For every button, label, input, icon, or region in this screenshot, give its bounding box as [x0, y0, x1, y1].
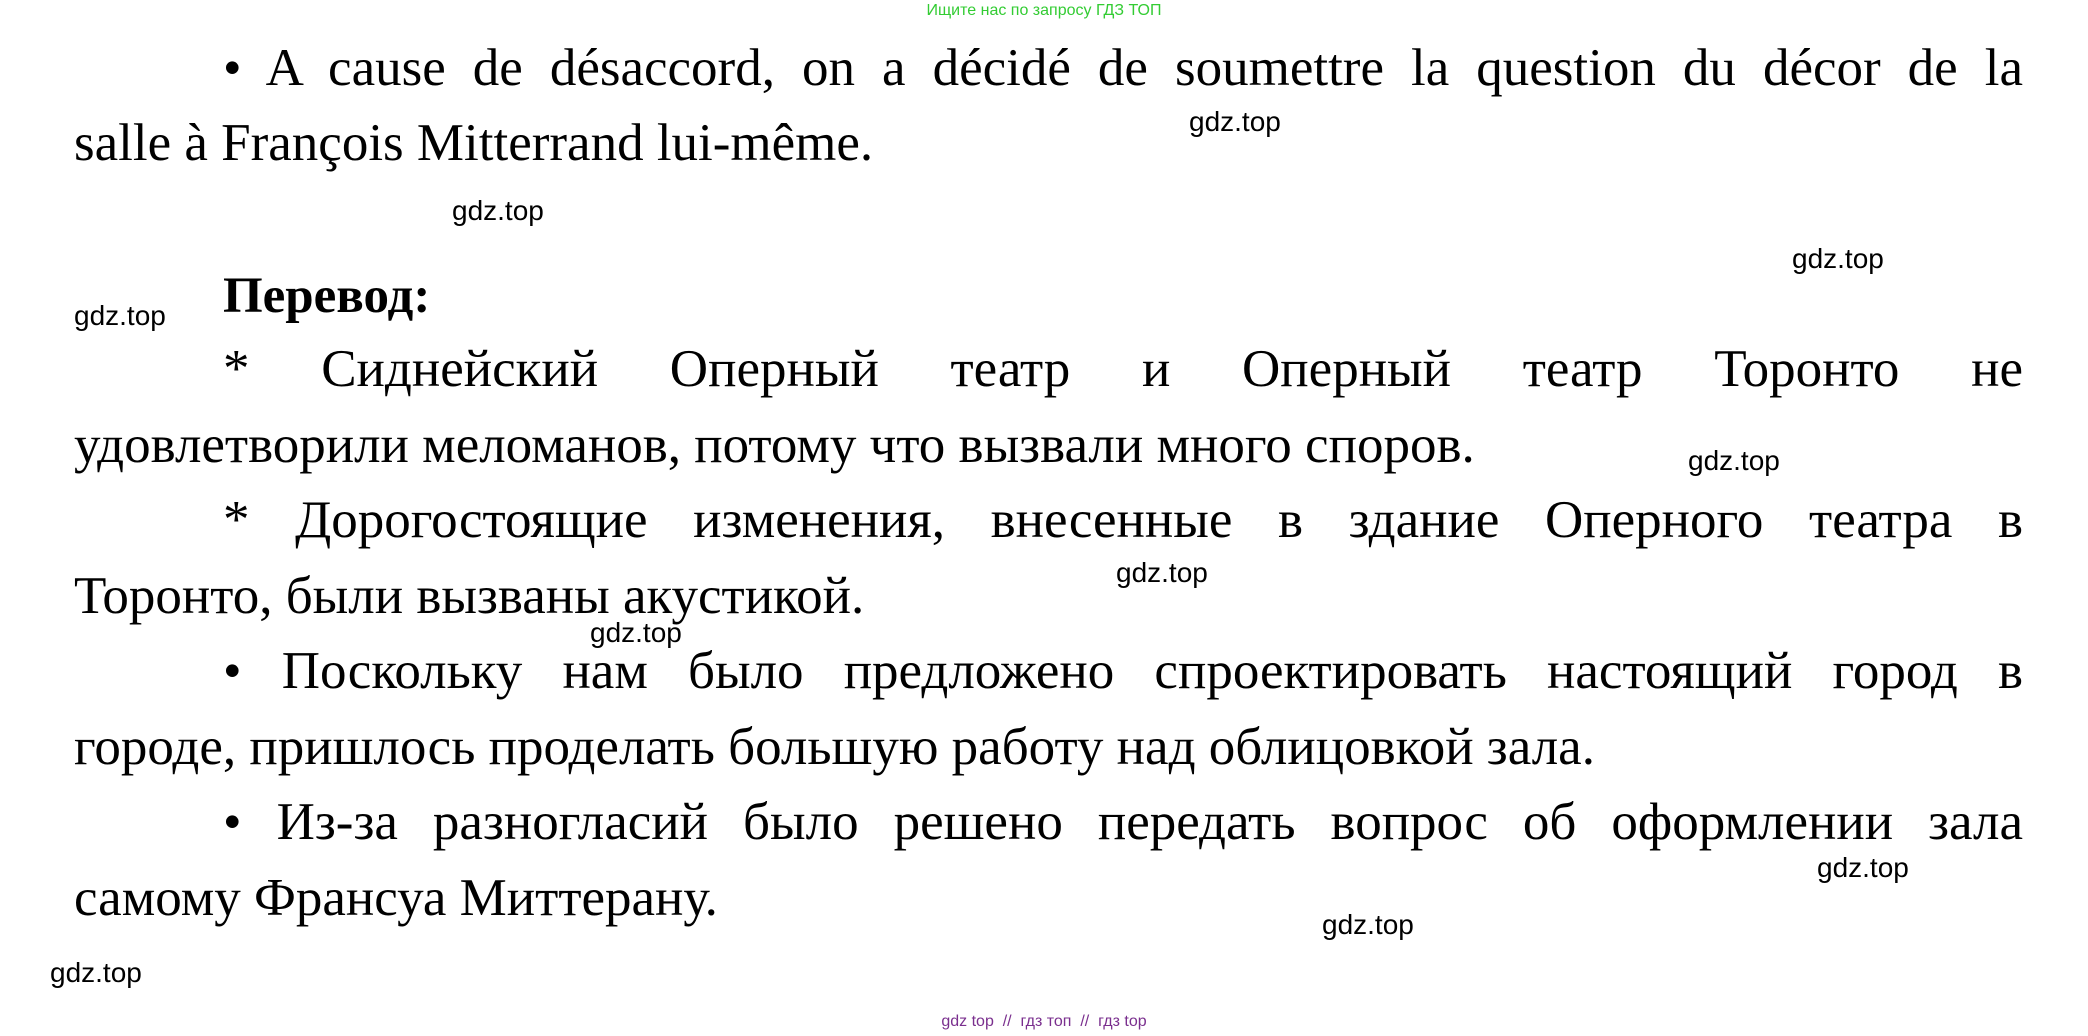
watermark: gdz.top — [452, 195, 544, 226]
watermark: gdz.top — [74, 300, 166, 331]
translation-heading: Перевод: — [223, 268, 431, 324]
watermark: gdz.top — [1116, 557, 1208, 588]
translation-p2-line1: * Дорогостоящие изменения, внесенные в здание Оперного театра в — [223, 491, 2023, 549]
watermark: gdz.top — [1189, 106, 1281, 137]
top-banner[interactable]: Ищите нас по запросу ГДЗ ТОП — [926, 2, 1162, 19]
translation-p3-line1: • Поскольку нам было предложено спроектировать настоящий город в — [223, 642, 2023, 700]
watermark: gdz.top — [50, 957, 142, 988]
watermark: gdz.top — [1792, 243, 1884, 274]
translation-p1-line2: удовлетворили меломанов, потому что вызвали много споров. — [74, 416, 1475, 474]
translation-p1-line1: * Сиднейский Оперный театр и Оперный театр Торонто не — [223, 340, 2023, 398]
watermark: gdz.top — [1322, 909, 1414, 940]
translation-p2-line2: Торонто, были вызваны акустикой. — [74, 567, 865, 625]
footer-link-gdz-top-cyrillic[interactable]: гдз топ — [1020, 1013, 1072, 1030]
footer-links — [0, 1013, 2088, 1031]
watermark: gdz.top — [1688, 445, 1780, 476]
footer-separator: // — [1002, 1013, 1012, 1030]
translation-p4-line2: самому Франсуа Миттерану. — [74, 869, 718, 927]
watermark: gdz.top — [1817, 852, 1909, 883]
footer-link-gdz-top-mixed[interactable]: гдз top — [1098, 1013, 1147, 1030]
watermark: gdz.top — [590, 617, 682, 648]
translation-p3-line2: городе, пришлось проделать большую работу над облицовкой зала. — [74, 718, 1595, 776]
footer-separator: // — [1080, 1013, 1090, 1030]
footer-link-gdz-top[interactable]: gdz top — [941, 1013, 994, 1030]
french-line-2: salle à François Mitterrand lui-même. — [74, 114, 874, 172]
translation-p4-line1: • Из-за разногласий было решено передать вопрос об оформлении зала — [223, 793, 2023, 851]
french-line-1: • A cause de désaccord, on a décidé de soumettre la question du décor de la — [223, 39, 2023, 97]
